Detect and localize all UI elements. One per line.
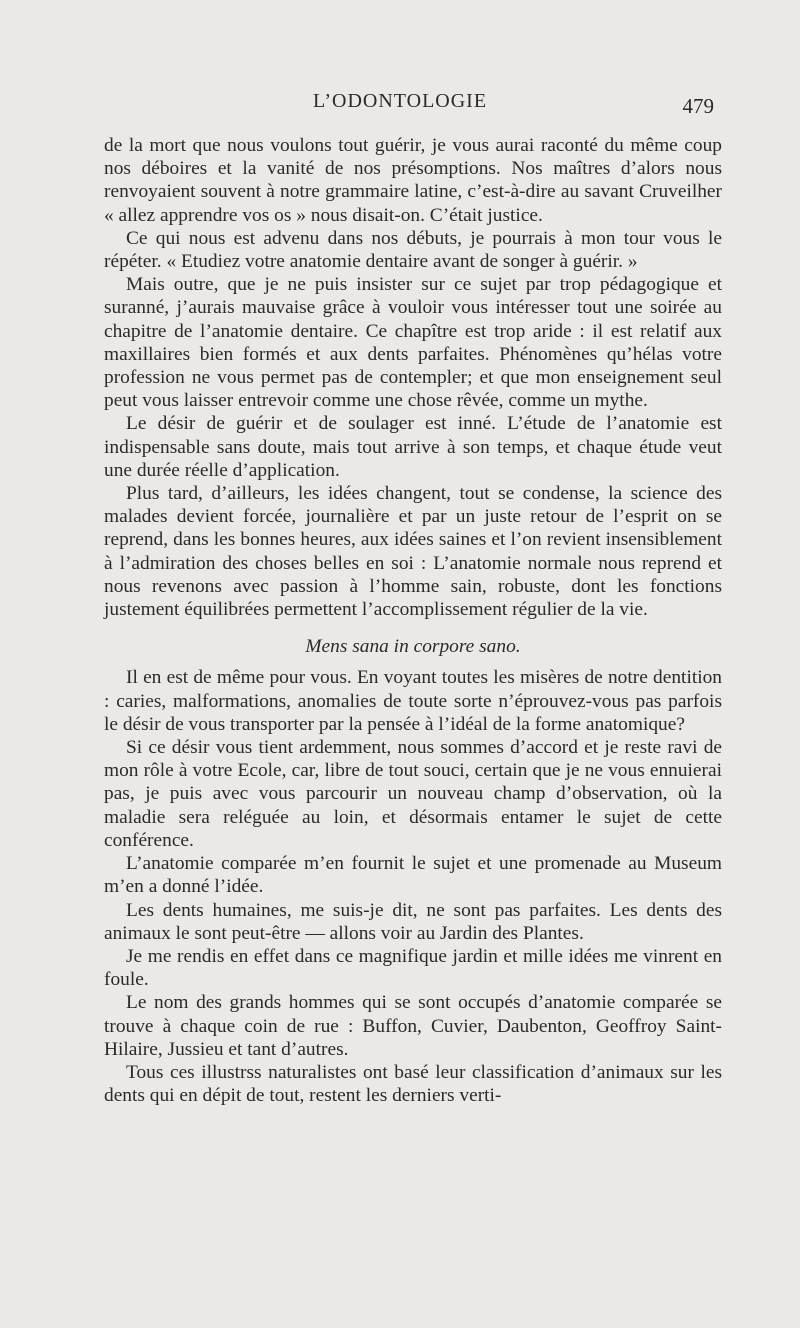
- paragraph-1: de la mort que nous voulons tout guérir, je vous aurai raconté du même coup nos déboires et la vanité de nos présomptions. Nos maîtres d’alors nous renvoyaient souvent à notre grammaire latine, c’est-à-dire au savant Cruveilher « allez apprendre vos os » nous disait-on. C’était justice.: [104, 135, 722, 226]
- paragraph-11: Le nom des grands hommes qui se sont occupés d’anatomie comparée se trouve à chaque coin de rue : Buffon, Cuvier, Daubenton, Geoffroy Saint-Hilaire, Jussieu et tant d’autres.: [104, 992, 722, 1060]
- latin-motto: Mens sana in corpore sano.: [305, 636, 521, 658]
- paragraph-6: Il en est de même pour vous. En voyant toutes les misères de notre dentition : caries, malformations, anomalies de toute sorte n’éprouvez-vous pas parfois le désir de vous transporter par la pensée à l’idéal de la forme anatomique?: [104, 667, 722, 735]
- paragraph-4: Le désir de guérir et de soulager est inné. L’étude de l’anatomie est indispensable sans doute, mais tout arrive à son temps, et chaque étude veut une durée réelle d’application.: [104, 413, 722, 481]
- page-number: 479: [682, 94, 714, 118]
- paragraph-2: Ce qui nous est advenu dans nos débuts, je pourrais à mon tour vous le répéter. « Etudiez votre anatomie dentaire avant de songer à guérir. »: [104, 227, 722, 273]
- paragraph-10: Je me rendis en effet dans ce magnifique jardin et mille idées me vinrent en foule.: [104, 945, 722, 991]
- paragraph-7: Si ce désir vous tient ardemment, nous sommes d’accord et je reste ravi de mon rôle à votre Ecole, car, libre de tout souci, certain que je ne vous ennuierai pas, je puis avec vous parcourir un nouveau champ d’observation, où la maladie sera reléguée au loin, et désormais entamer le sujet de cette conférence.: [104, 737, 722, 851]
- paragraph-5: Plus tard, d’ailleurs, les idées changent, tout se condense, la science des malades devient forcée, journalière et par un juste retour de l’esprit on se reprend, dans les bonnes heures, aux idées saines et l’on revient insensiblement à l’admiration des choses belles en soi : L’anatomie normale nous reprend et nous revenons avec passion à l’homme sain, robuste, dont les fonctions justement équilibrées permettent l’accomplissement régulier de la vie.: [104, 483, 722, 621]
- paragraph-12: Tous ces illustrss naturalistes ont basé leur classification d’animaux sur les dents qui en dépit de tout, restent les derniers verti-: [104, 1061, 722, 1107]
- body-text: [104, 134, 722, 1107]
- paragraph-8: L’anatomie comparée m’en fournit le sujet et une promenade au Museum m’en a donné l’idée.: [104, 853, 722, 898]
- paragraph-3: Mais outre, que je ne puis insister sur ce sujet par trop pédagogique et suranné, j’aurais mauvaise grâce à vouloir vous intéresser tout une soirée au chapitre de l’anatomie dentaire. Ce chapître est trop aride : il est relatif aux maxillaires bien formés et aux dents parfaites. Phénomènes qu’hélas votre profession ne vous permet pas de contempler; et que mon enseignement seul peut vous laisser entrevoir comme une chose rêvée, comme un mythe.: [104, 274, 722, 412]
- paragraph-9: Les dents humaines, me suis-je dit, ne sont pas parfaites. Les dents des animaux le sont peut-être — allons voir au Jardin des Plantes.: [104, 899, 722, 944]
- running-head: [0, 90, 800, 120]
- running-title: L’ODONTOLOGIE: [312, 90, 488, 112]
